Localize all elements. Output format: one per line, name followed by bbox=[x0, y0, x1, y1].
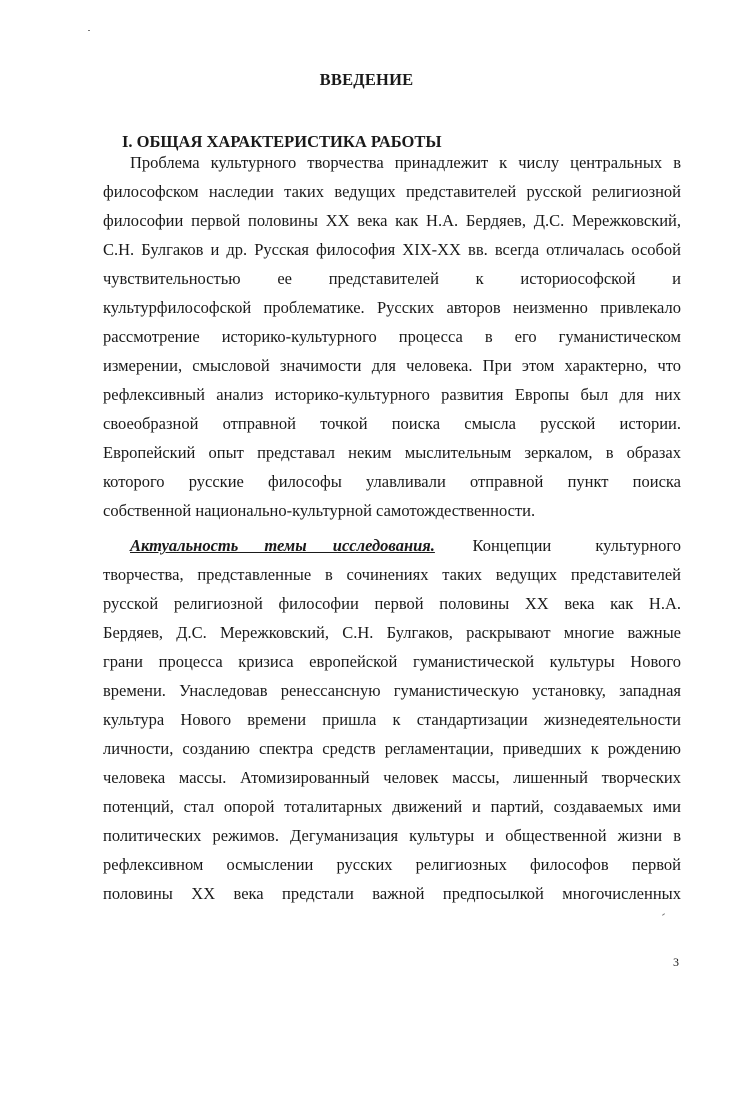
page-number: 3 bbox=[673, 955, 679, 969]
paragraph-line: времени. Унаследовав ренессансную гуманистическую установку, западная bbox=[103, 681, 681, 700]
section-title: I. ОБЩАЯ ХАРАКТЕРИСТИКА РАБОТЫ bbox=[122, 132, 442, 151]
paragraph-line: культурфилософской проблематике. Русских авторов неизменно привлекало bbox=[103, 298, 681, 317]
paragraph-line: рассмотрение историко-культурного процесса в его гуманистическом bbox=[103, 327, 681, 346]
paragraph-line: человека массы. Атомизированный человек массы, лишенный творческих bbox=[103, 768, 681, 787]
topic-relevance-label: Актуальность темы исследования. bbox=[130, 536, 435, 555]
paragraph-line: философском наследии таких ведущих представителей русской религиозной bbox=[103, 182, 681, 201]
paragraph-line: Европейский опыт представал неким мыслительным зеркалом, в образах bbox=[103, 443, 681, 462]
paragraph-line: русской религиозной философии первой половины XX века как Н.А. bbox=[103, 594, 681, 613]
paragraph-first-line bbox=[130, 536, 681, 556]
paragraph-line: половины XX века предстали важной предпосылкой многочисленных bbox=[103, 884, 681, 903]
paragraph-line: своеобразной отправной точкой поиска смысла русской истории. bbox=[103, 414, 681, 433]
paragraph-line: С.Н. Булгаков и др. Русская философия XIX-XX вв. всегда отличалась особой bbox=[103, 240, 681, 259]
paragraph-line: грани процесса кризиса европейской гуманистической культуры Нового bbox=[103, 652, 681, 671]
paragraph-line: собственной национально-культурной самотождественности. bbox=[103, 501, 536, 520]
paragraph-line: чувствительностью ее представителей к историософской и bbox=[103, 269, 681, 288]
paragraph-text: Концепции культурного bbox=[472, 536, 681, 555]
scan-speck bbox=[88, 30, 90, 31]
paragraph-line: философии первой половины XX века как Н.А. Бердяев, Д.С. Мережковский, bbox=[103, 211, 681, 230]
scan-speck bbox=[662, 913, 665, 916]
paragraph-line: рефлексивный анализ историко-культурного развития Европы был для них bbox=[103, 385, 681, 404]
paragraph-line: творчества, представленные в сочинениях таких ведущих представителей bbox=[103, 565, 681, 584]
paragraph-line: которого русские философы улавливали отправной пункт поиска bbox=[103, 472, 681, 491]
paragraph-line: личности, созданию спектра средств регламентации, приведших к рождению bbox=[103, 739, 681, 758]
paragraph-line: политических режимов. Дегуманизация культуры и общественной жизни в bbox=[103, 826, 681, 845]
paragraph-line: рефлексивном осмыслении русских религиозных философов первой bbox=[103, 855, 681, 874]
paragraph-line: Бердяев, Д.С. Мережковский, С.Н. Булгаков, раскрывают многие важные bbox=[103, 623, 681, 642]
paragraph-line: измерении, смысловой значимости для человека. При этом характерно, что bbox=[103, 356, 681, 375]
paragraph-line: культура Нового времени пришла к стандартизации жизнедеятельности bbox=[103, 710, 681, 729]
paragraph-line: Проблема культурного творчества принадлежит к числу центральных в bbox=[130, 153, 681, 172]
paragraph-line: потенций, стал опорой тоталитарных движений и партий, создаваемых ими bbox=[103, 797, 681, 816]
page-heading: ВВЕДЕНИЕ bbox=[319, 70, 414, 89]
